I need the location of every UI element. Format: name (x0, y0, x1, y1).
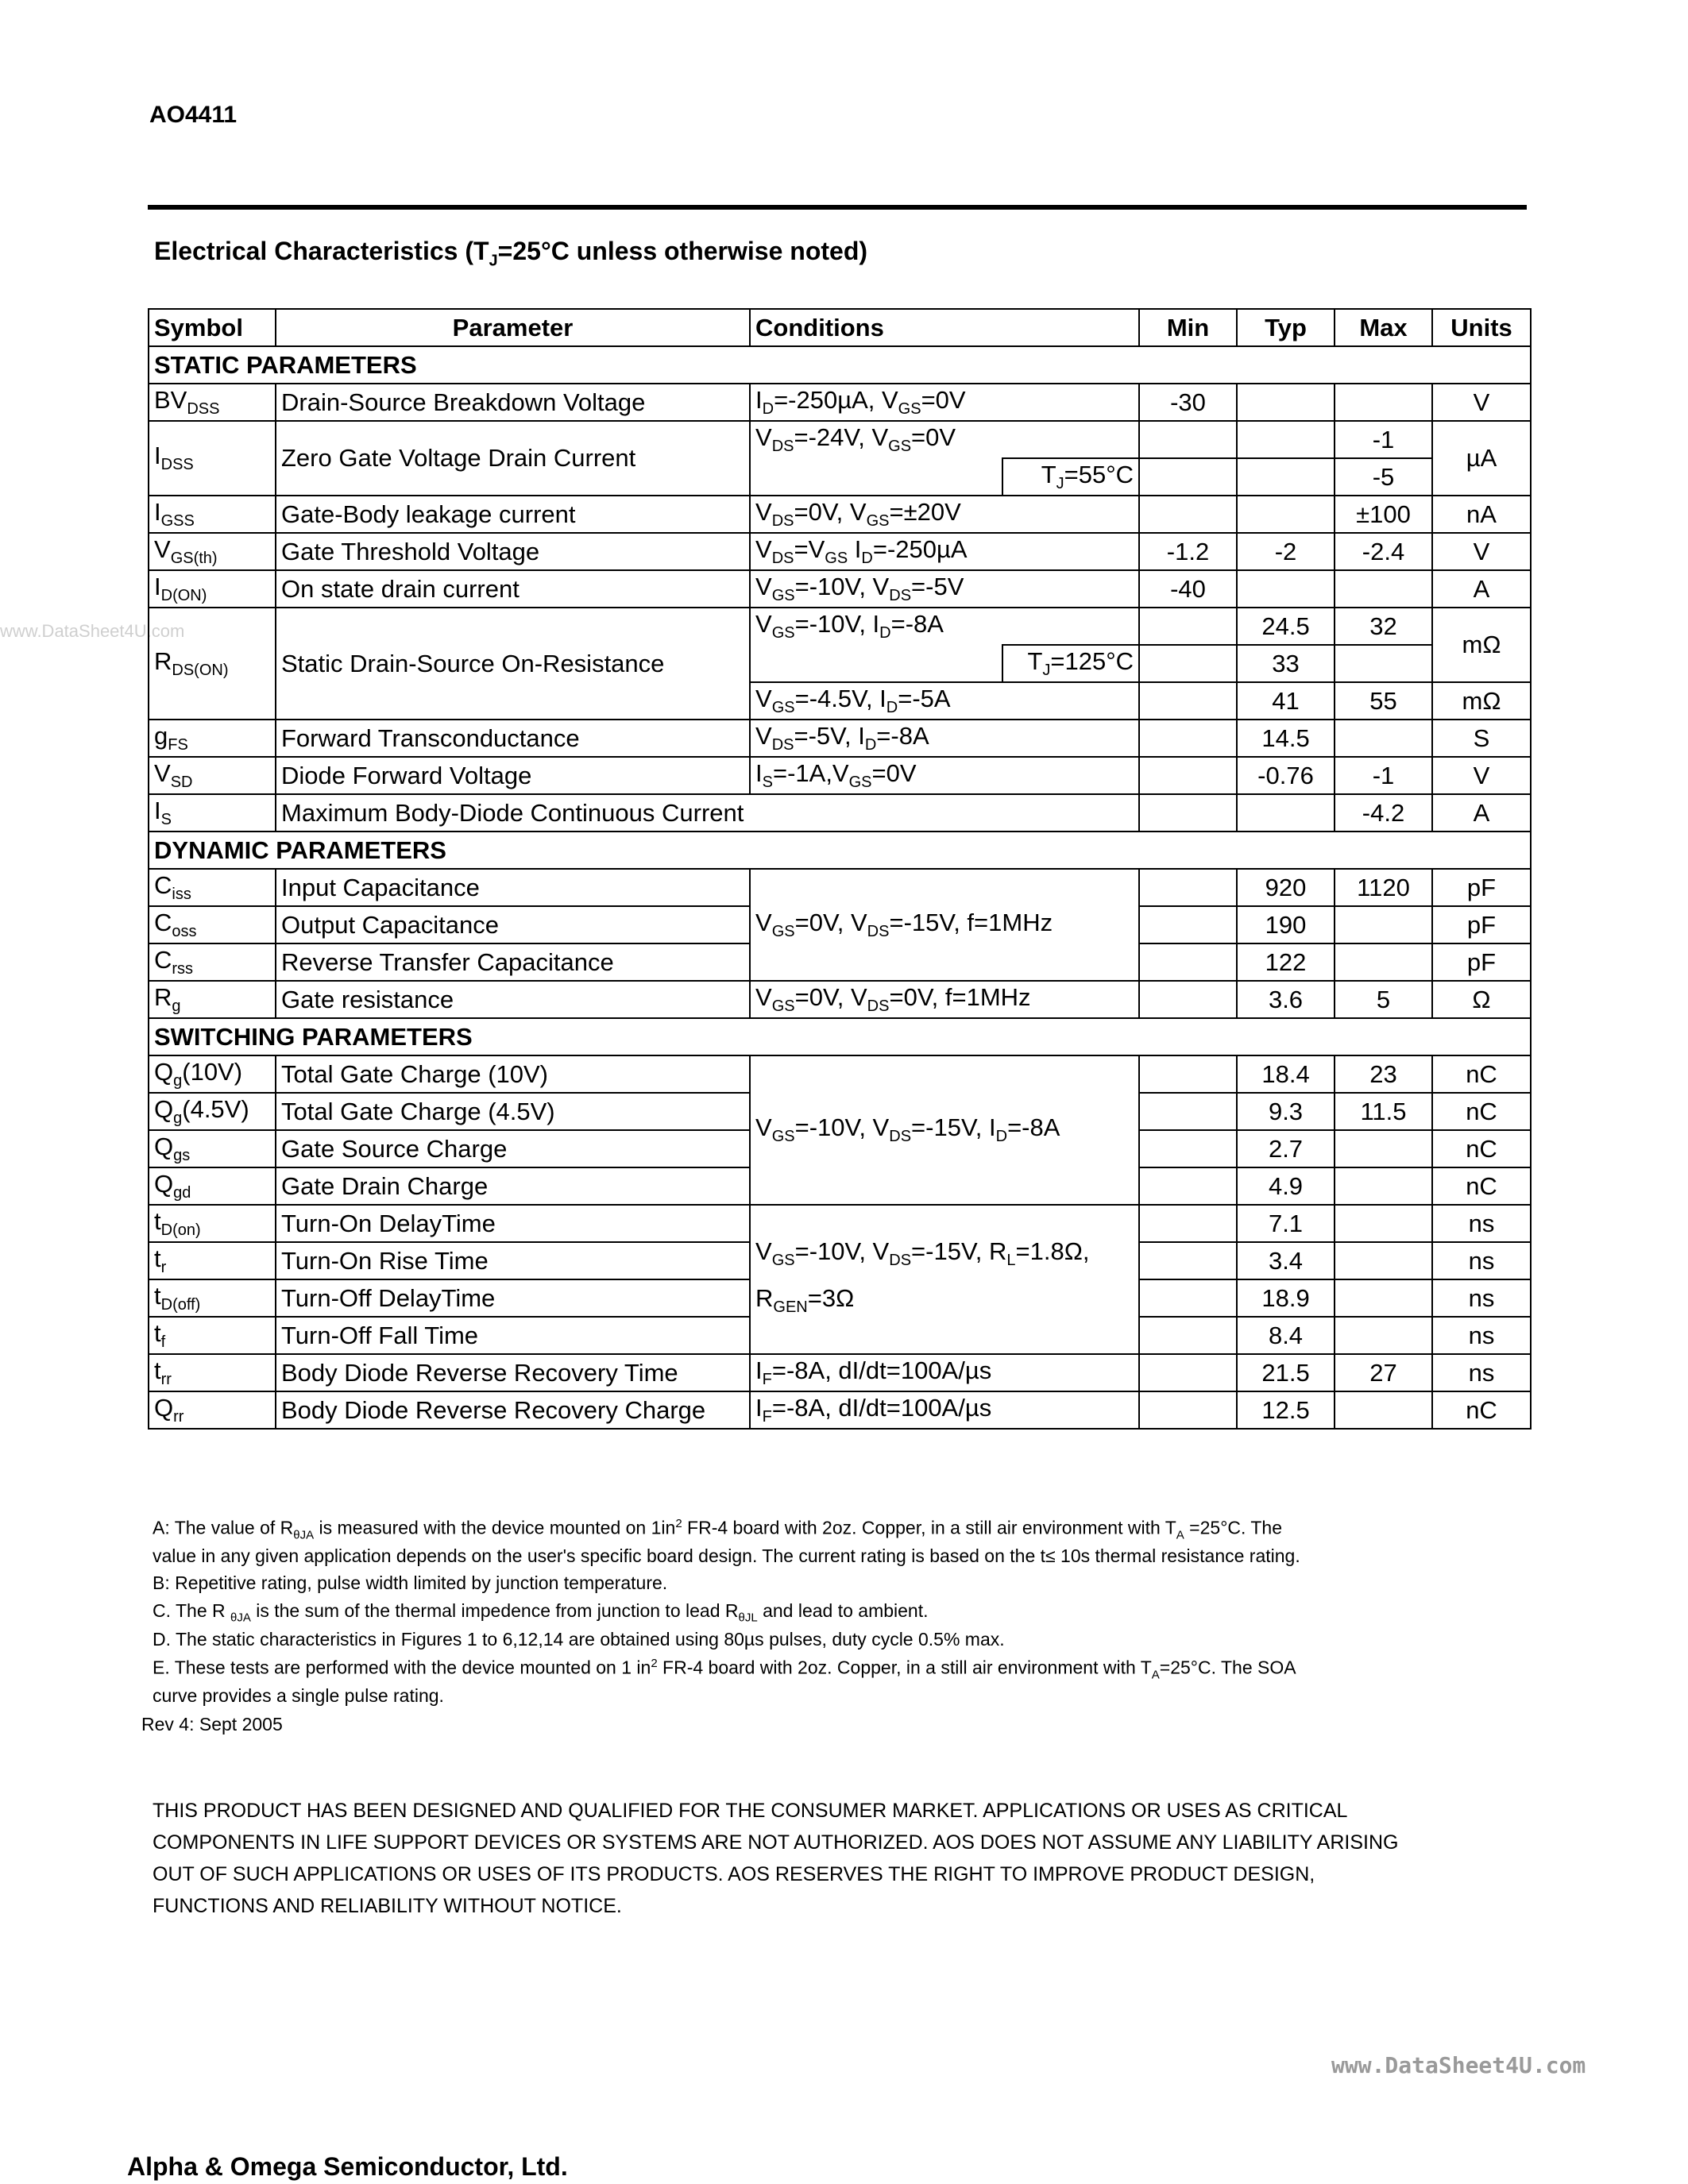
parameter-cell: Drain-Source Breakdown Voltage (276, 384, 750, 421)
conditions-cell: $V_{GS}=-10V$, $V_{DS}=-15V$, $R_L=1.8\Omega$, $R_{GEN}=3\Omega$ (750, 1205, 1139, 1354)
disclaimer-line: COMPONENTS IN LIFE SUPPORT DEVICES OR SYSTEMS ARE NOT AUTHORIZED. AOS DOES NOT ASSUME ANY LIABILITY ARISING (153, 1831, 1399, 1854)
symbol-cell: $Q_{gs}$ (149, 1130, 276, 1167)
typ-cell: 18.9 (1237, 1279, 1335, 1317)
disclaimer-line: THIS PRODUCT HAS BEEN DESIGNED AND QUALIFIED FOR THE CONSUMER MARKET. APPLICATIONS OR USES AS CRITICAL (153, 1800, 1348, 1822)
typ-cell: 7.1 (1237, 1205, 1335, 1242)
parameter-cell: Static Drain-Source On-Resistance (276, 608, 750, 720)
table-row (149, 794, 1531, 832)
max-cell: -2.4 (1335, 533, 1432, 570)
conditions-cell: $I_F=-8A$, dI/dt=100A/µs (750, 1354, 1139, 1391)
units-cell: mΩ (1432, 608, 1531, 682)
units-cell: pF (1432, 906, 1531, 943)
min-cell: -30 (1139, 384, 1237, 421)
max-cell (1335, 1167, 1432, 1205)
min-cell (1139, 1279, 1237, 1317)
symbol-cell: $g_{FS}$ (149, 720, 276, 757)
min-cell (1139, 1167, 1237, 1205)
min-cell (1139, 1055, 1237, 1093)
table-row (149, 496, 1531, 533)
max-cell: 5 (1335, 981, 1432, 1018)
min-cell (1139, 458, 1237, 496)
typ-cell: -2 (1237, 533, 1335, 570)
parameter-cell: Zero Gate Voltage Drain Current (276, 421, 750, 496)
section-row (149, 832, 1531, 869)
min-cell (1139, 1391, 1237, 1429)
conditions-cell: $V_{GS}=-10V$, $I_D=-8A$ (750, 608, 1139, 645)
symbol-cell: $V_{GS(th)}$ (149, 533, 276, 570)
header-rule (148, 205, 1527, 210)
typ-cell (1237, 421, 1335, 458)
units-cell: nC (1432, 1391, 1531, 1429)
typ-cell: 33 (1237, 645, 1335, 682)
units-cell: A (1432, 570, 1531, 608)
symbol-cell: $t_{D(off)}$ (149, 1279, 276, 1317)
typ-cell: 3.4 (1237, 1242, 1335, 1279)
units-cell: pF (1432, 869, 1531, 906)
max-cell (1335, 570, 1432, 608)
units-cell: ns (1432, 1354, 1531, 1391)
max-cell (1335, 720, 1432, 757)
symbol-cell: $t_f$ (149, 1317, 276, 1354)
conditions-cell: $V_{DS}=0V$, $V_{GS}=\pm 20V$ (750, 496, 1139, 533)
min-cell (1139, 1354, 1237, 1391)
units-cell: nC (1432, 1055, 1531, 1093)
parameter-cell: Gate Source Charge (276, 1130, 750, 1167)
parameter-cell: Turn-On Rise Time (276, 1242, 750, 1279)
section-row (149, 1018, 1531, 1055)
table-row (149, 720, 1531, 757)
symbol-cell: $C_{iss}$ (149, 869, 276, 906)
conditions-blank (750, 458, 1002, 496)
typ-cell: 4.9 (1237, 1167, 1335, 1205)
units-cell: pF (1432, 943, 1531, 981)
conditions-cell: $I_D=-250\mu A$, $V_{GS}=0V$ (750, 384, 1139, 421)
max-cell (1335, 384, 1432, 421)
symbol-cell: $Q_g(4.5V)$ (149, 1093, 276, 1130)
table-row (149, 1354, 1531, 1391)
table-row (149, 533, 1531, 570)
conditions-cell: $V_{GS}=-10V$, $V_{DS}=-15V$, $I_D=-8A$ (750, 1055, 1139, 1205)
max-cell: 27 (1335, 1354, 1432, 1391)
parameter-cell: On state drain current (276, 570, 750, 608)
min-cell (1139, 981, 1237, 1018)
symbol-cell: $R_g$ (149, 981, 276, 1018)
footnote-c: C. The R $_{\theta JA}$ is the sum of the thermal impedence from junction to lead $R_{\theta JL}$ and lead to ambient. (153, 1600, 929, 1625)
parameter-cell: Body Diode Reverse Recovery Time (276, 1354, 750, 1391)
units-cell: nC (1432, 1167, 1531, 1205)
max-cell: 11.5 (1335, 1093, 1432, 1130)
watermark-right[interactable]: www.DataSheet4U.com (1331, 2052, 1586, 2078)
parameter-cell: Total Gate Charge (4.5V) (276, 1093, 750, 1130)
units-cell: µA (1432, 421, 1531, 496)
typ-cell: 41 (1237, 682, 1335, 720)
conditions-cell: $V_{DS}=-5V$, $I_D=-8A$ (750, 720, 1139, 757)
table-row (149, 608, 1531, 645)
header-conditions: Conditions (750, 309, 1139, 346)
max-cell (1335, 645, 1432, 682)
min-cell (1139, 1205, 1237, 1242)
min-cell (1139, 645, 1237, 682)
min-cell (1139, 869, 1237, 906)
section-static: STATIC PARAMETERS (149, 346, 1531, 384)
typ-cell: 3.6 (1237, 981, 1335, 1018)
parameter-cell: Gate resistance (276, 981, 750, 1018)
typ-cell (1237, 458, 1335, 496)
symbol-cell: $I_{DSS}$ (149, 421, 276, 496)
footnote-d: D. The static characteristics in Figures 1 to 6,12,14 are obtained using 80µs pulses, duty cycle 0.5% max. (153, 1629, 1005, 1650)
max-cell: -1 (1335, 421, 1432, 458)
conditions-cell: $V_{DS}=-24V$, $V_{GS}=0V$ (750, 421, 1139, 458)
units-cell: V (1432, 384, 1531, 421)
table-row (149, 869, 1531, 906)
typ-cell: 14.5 (1237, 720, 1335, 757)
disclaimer-line: FUNCTIONS AND RELIABILITY WITHOUT NOTICE. (153, 1895, 622, 1917)
section-row (149, 346, 1531, 384)
max-cell: 1120 (1335, 869, 1432, 906)
units-cell: nA (1432, 496, 1531, 533)
units-cell: ns (1432, 1279, 1531, 1317)
symbol-cell: $t_r$ (149, 1242, 276, 1279)
max-cell (1335, 906, 1432, 943)
conditions-blank (750, 645, 1002, 682)
typ-cell: 190 (1237, 906, 1335, 943)
parameter-cell: Turn-On DelayTime (276, 1205, 750, 1242)
table-row (149, 1205, 1531, 1242)
min-cell (1139, 1317, 1237, 1354)
footnote-e-cont: curve provides a single pulse rating. (153, 1685, 444, 1706)
min-cell (1139, 1093, 1237, 1130)
units-cell: ns (1432, 1205, 1531, 1242)
parameter-cell: Input Capacitance (276, 869, 750, 906)
tj-condition-cell: $T_J=125^\circ C$ (1002, 645, 1139, 682)
typ-cell: -0.76 (1237, 757, 1335, 794)
min-cell: -1.2 (1139, 533, 1237, 570)
typ-cell (1237, 384, 1335, 421)
table-row (149, 757, 1531, 794)
max-cell: 23 (1335, 1055, 1432, 1093)
symbol-cell: $BV_{DSS}$ (149, 384, 276, 421)
header-parameter: Parameter (276, 309, 750, 346)
symbol-cell: $C_{rss}$ (149, 943, 276, 981)
min-cell (1139, 608, 1237, 645)
typ-cell (1237, 794, 1335, 832)
footnote-e: E. These tests are performed with the device mounted on 1 $in^2$ FR-4 board with 2oz. Copper, in a still air environment with $T_A=25^\circ C$. The SOA (153, 1657, 1296, 1682)
units-cell: ns (1432, 1317, 1531, 1354)
parameter-cell: Turn-Off DelayTime (276, 1279, 750, 1317)
symbol-cell: $I_{GSS}$ (149, 496, 276, 533)
min-cell: -40 (1139, 570, 1237, 608)
header-min: Min (1139, 309, 1237, 346)
footnote-a: A: The value of $R_{\theta JA}$ is measured with the device mounted on $1in^2$ FR-4 board with 2oz. Copper, in a still air environment with $T_A =25^\circ C$. The (153, 1517, 1283, 1542)
typ-cell: 21.5 (1237, 1354, 1335, 1391)
symbol-cell: $R_{DS(ON)}$ (149, 608, 276, 720)
units-cell: ns (1432, 1242, 1531, 1279)
max-cell (1335, 1130, 1432, 1167)
max-cell: 55 (1335, 682, 1432, 720)
max-cell (1335, 1279, 1432, 1317)
header-units: Units (1432, 309, 1531, 346)
typ-cell: 122 (1237, 943, 1335, 981)
revision-note: Rev 4: Sept 2005 (141, 1714, 283, 1734)
conditions-cell: $V_{GS}=-4.5V$, $I_D=-5A$ (750, 682, 1139, 720)
units-cell: S (1432, 720, 1531, 757)
max-cell (1335, 1242, 1432, 1279)
min-cell (1139, 794, 1237, 832)
company-name: Alpha & Omega Semiconductor, Ltd. (127, 2152, 568, 2181)
table-row (149, 384, 1531, 421)
symbol-cell: $I_{D(ON)}$ (149, 570, 276, 608)
parameter-cell: Total Gate Charge (10V) (276, 1055, 750, 1093)
conditions-cell: $I_F=-8A$, dI/dt=100A/µs (750, 1391, 1139, 1429)
max-cell (1335, 1317, 1432, 1354)
symbol-cell: $I_S$ (149, 794, 276, 832)
tj-condition-cell: $T_J=55^\circ C$ (1002, 458, 1139, 496)
max-cell: -5 (1335, 458, 1432, 496)
typ-cell: 12.5 (1237, 1391, 1335, 1429)
symbol-cell: $Q_g(10V)$ (149, 1055, 276, 1093)
parameter-cell: Gate Threshold Voltage (276, 533, 750, 570)
symbol-cell: $Q_{gd}$ (149, 1167, 276, 1205)
units-cell: nC (1432, 1130, 1531, 1167)
parameter-cell: Forward Transconductance (276, 720, 750, 757)
footnote-b: B: Repetitive rating, pulse width limited by junction temperature. (153, 1572, 668, 1593)
min-cell (1139, 943, 1237, 981)
conditions-cell: $V_{GS}=-10V$, $V_{DS}=-5V$ (750, 570, 1139, 608)
parameter-cell: Diode Forward Voltage (276, 757, 750, 794)
symbol-cell: $V_{SD}$ (149, 757, 276, 794)
table-header-row (149, 309, 1531, 346)
typ-cell: 24.5 (1237, 608, 1335, 645)
parameter-cell: Gate-Body leakage current (276, 496, 750, 533)
typ-cell: 9.3 (1237, 1093, 1335, 1130)
units-cell: nC (1432, 1093, 1531, 1130)
footnote-a-cont: value in any given application depends on the user's specific board design. The current rating is based on the t≤ 10s thermal resistance rating. (153, 1545, 1300, 1566)
max-cell: -4.2 (1335, 794, 1432, 832)
units-cell: V (1432, 757, 1531, 794)
units-cell: Ω (1432, 981, 1531, 1018)
parameter-cell: Maximum Body-Diode Continuous Current (276, 794, 1139, 832)
parameter-cell: Gate Drain Charge (276, 1167, 750, 1205)
max-cell (1335, 1391, 1432, 1429)
min-cell (1139, 1242, 1237, 1279)
watermark-left: www.DataSheet4U.com (0, 621, 185, 641)
typ-cell: 920 (1237, 869, 1335, 906)
typ-cell: 2.7 (1237, 1130, 1335, 1167)
parameter-cell: Output Capacitance (276, 906, 750, 943)
disclaimer-line: OUT OF SUCH APPLICATIONS OR USES OF ITS PRODUCTS. AOS RESERVES THE RIGHT TO IMPROVE PRODUCT DESIGN, (153, 1863, 1315, 1885)
conditions-cell: $V_{DS}=V_{GS}$ $I_D=-250\mu A$ (750, 533, 1139, 570)
typ-cell (1237, 496, 1335, 533)
table-row (149, 981, 1531, 1018)
units-cell: A (1432, 794, 1531, 832)
electrical-characteristics-table (148, 308, 1532, 1430)
parameter-cell: Body Diode Reverse Recovery Charge (276, 1391, 750, 1429)
parameter-cell: Turn-Off Fall Time (276, 1317, 750, 1354)
units-cell: V (1432, 533, 1531, 570)
units-cell: mΩ (1432, 682, 1531, 720)
min-cell (1139, 421, 1237, 458)
max-cell: -1 (1335, 757, 1432, 794)
symbol-cell: $Q_{rr}$ (149, 1391, 276, 1429)
header-symbol: Symbol (149, 309, 276, 346)
parameter-cell: Reverse Transfer Capacitance (276, 943, 750, 981)
min-cell (1139, 720, 1237, 757)
symbol-cell: $t_{D(on)}$ (149, 1205, 276, 1242)
typ-cell (1237, 570, 1335, 608)
min-cell (1139, 1130, 1237, 1167)
table-row (149, 570, 1531, 608)
min-cell (1139, 682, 1237, 720)
typ-cell: 18.4 (1237, 1055, 1335, 1093)
section-title: Electrical Characteristics ($T_J=25^\circ C$ unless otherwise noted) (154, 237, 868, 270)
min-cell (1139, 906, 1237, 943)
conditions-cell: $V_{GS}=0V$, $V_{DS}=0V$, f=1MHz (750, 981, 1139, 1018)
table-row (149, 1055, 1531, 1093)
symbol-cell: $C_{oss}$ (149, 906, 276, 943)
symbol-cell: $t_{rr}$ (149, 1354, 276, 1391)
part-number: AO4411 (149, 102, 238, 128)
table-row (149, 1391, 1531, 1429)
typ-cell: 8.4 (1237, 1317, 1335, 1354)
section-dynamic: DYNAMIC PARAMETERS (149, 832, 1531, 869)
conditions-cell: $V_{GS}=0V$, $V_{DS}=-15V$, f=1MHz (750, 869, 1139, 981)
max-cell: 32 (1335, 608, 1432, 645)
table-row (149, 421, 1531, 458)
header-typ: Typ (1237, 309, 1335, 346)
max-cell (1335, 943, 1432, 981)
max-cell (1335, 1205, 1432, 1242)
conditions-cell: $I_S=-1A,V_{GS}=0V$ (750, 757, 1139, 794)
max-cell: ±100 (1335, 496, 1432, 533)
min-cell (1139, 757, 1237, 794)
section-switching: SWITCHING PARAMETERS (149, 1018, 1531, 1055)
header-max: Max (1335, 309, 1432, 346)
min-cell (1139, 496, 1237, 533)
